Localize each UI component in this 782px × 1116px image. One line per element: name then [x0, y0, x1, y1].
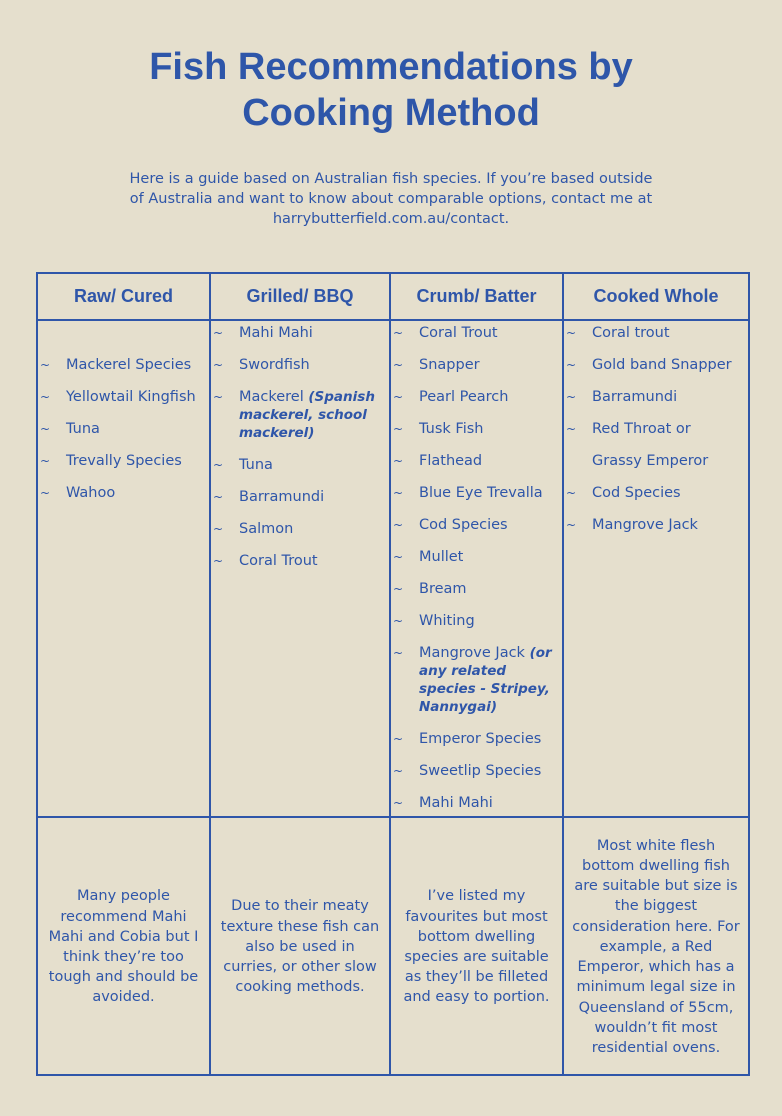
bullet-icon: ~	[566, 518, 577, 532]
list-item	[211, 356, 389, 374]
bullet-icon: ~	[40, 454, 51, 468]
list-item	[211, 520, 389, 538]
bullet-icon: ~	[40, 358, 51, 372]
list-item	[38, 356, 209, 374]
bullet-icon: ~	[213, 326, 224, 340]
fish-name: Tuna	[239, 457, 273, 473]
fish-list	[391, 324, 562, 826]
intro-line-1: Here is a guide based on Australian fish species. If you’re based outside	[129, 171, 653, 187]
list-item	[211, 456, 389, 474]
column-note: I’ve listed my favourites but most bottom dwelling species are suitable as they’ll be filleted and easy to portion.	[403, 888, 550, 1006]
fish-name: Barramundi	[592, 389, 678, 405]
bullet-icon: ~	[393, 550, 404, 564]
fish-name: Pearl Pearch	[419, 389, 509, 405]
bullet-icon: ~	[566, 390, 577, 404]
fish-list	[211, 324, 389, 584]
fish-name: Mahi Mahi	[239, 325, 313, 341]
fish-name: Red Throat or Grassy Emperor	[592, 421, 709, 469]
bullet-icon: ~	[213, 358, 224, 372]
bullet-icon: ~	[566, 326, 577, 340]
bullet-icon: ~	[393, 486, 404, 500]
bullet-icon: ~	[393, 764, 404, 778]
fish-name: Mackerel	[239, 389, 304, 405]
bullet-icon: ~	[393, 614, 404, 628]
bullet-icon: ~	[566, 358, 577, 372]
bullet-icon: ~	[393, 796, 404, 810]
list-item	[391, 580, 562, 598]
list-item	[391, 730, 562, 748]
list-item	[564, 516, 748, 534]
list-item	[391, 324, 562, 342]
fish-detail: (or any related species - Stripey, Nannygai)	[419, 645, 552, 715]
bullet-icon: ~	[213, 554, 224, 568]
fish-list	[564, 324, 748, 548]
list-item	[391, 484, 562, 502]
bullet-icon: ~	[393, 582, 404, 596]
bullet-icon: ~	[393, 646, 404, 660]
bullet-icon: ~	[393, 358, 404, 372]
bullet-icon: ~	[393, 422, 404, 436]
list-item	[564, 356, 748, 374]
fish-name: Mahi Mahi	[419, 795, 493, 811]
list-item	[391, 762, 562, 780]
list-item	[211, 324, 389, 342]
fish-name: Mangrove Jack	[419, 645, 525, 661]
list-item	[564, 388, 748, 406]
column-note: Due to their meaty texture these fish can also be used in curries, or other slow cooking methods.	[220, 898, 380, 996]
bullet-icon: ~	[393, 454, 404, 468]
fish-name: Swordfish	[239, 357, 310, 373]
bullet-icon: ~	[40, 486, 51, 500]
list-item	[211, 388, 389, 442]
list-item	[38, 484, 209, 502]
list-item	[38, 388, 209, 406]
column-note: Most white flesh bottom dwelling fish are suitable but size is the biggest consideration here. For example, a Red Emperor, which has a minimum legal size in Queensland of 55cm, wouldn’t fit most residential ovens.	[572, 837, 740, 1056]
column-heading: Crumb/ Batter	[416, 286, 537, 306]
fish-detail: (Spanish mackerel, school mackerel)	[239, 389, 375, 441]
bullet-icon: ~	[393, 390, 404, 404]
fish-name: Wahoo	[66, 485, 116, 501]
column-raw-cured	[38, 274, 209, 1074]
fish-name: Whiting	[419, 613, 475, 629]
fish-name: Cod Species	[592, 485, 681, 501]
fish-name: Coral Trout	[239, 553, 318, 569]
list-item	[564, 484, 748, 502]
page-title	[0, 44, 782, 136]
bullet-icon: ~	[393, 732, 404, 746]
fish-name: Blue Eye Trevalla	[419, 485, 543, 501]
list-item	[391, 452, 562, 470]
list-item	[38, 420, 209, 438]
list-item	[564, 413, 748, 477]
column-grilled-bbq	[211, 274, 389, 1074]
fish-name: Tusk Fish	[419, 421, 484, 437]
fish-name: Sweetlip Species	[419, 763, 542, 779]
list-item	[211, 488, 389, 506]
bullet-icon: ~	[40, 390, 51, 404]
bullet-icon: ~	[566, 422, 577, 436]
fish-name: Mangrove Jack	[592, 517, 698, 533]
intro-line-3: harrybutterfield.com.au/contact.	[272, 211, 510, 227]
bullet-icon: ~	[213, 390, 224, 404]
column-note: Many people recommend Mahi Mahi and Cobia but I think they’re too tough and should be avoided.	[48, 888, 199, 1006]
list-item	[564, 324, 748, 342]
intro-text	[100, 169, 682, 229]
list-item	[391, 356, 562, 374]
page-title-line-2: Cooking Method	[242, 92, 540, 134]
column-crumb-batter	[391, 274, 562, 1074]
list-item	[391, 420, 562, 438]
fish-name: Yellowtail Kingfish	[66, 389, 196, 405]
list-item	[391, 548, 562, 566]
fish-name: Flathead	[419, 453, 483, 469]
fish-list	[38, 356, 209, 516]
fish-name: Mullet	[419, 549, 464, 565]
fish-name: Mackerel Species	[66, 357, 192, 373]
bullet-icon: ~	[393, 518, 404, 532]
list-item	[391, 794, 562, 812]
fish-name: Bream	[419, 581, 467, 597]
fish-name: Salmon	[239, 521, 294, 537]
column-heading: Grilled/ BBQ	[246, 286, 354, 306]
list-item	[391, 516, 562, 534]
bullet-icon: ~	[40, 422, 51, 436]
fish-name: Gold band Snapper	[592, 357, 732, 373]
fish-name: Trevally Species	[66, 453, 182, 469]
list-item	[391, 612, 562, 630]
list-item	[391, 388, 562, 406]
page-title-line-1: Fish Recommendations by	[149, 46, 633, 88]
fish-name: Snapper	[419, 357, 480, 373]
column-heading: Cooked Whole	[593, 286, 719, 306]
column-cooked-whole	[564, 274, 748, 1074]
fish-name: Tuna	[66, 421, 100, 437]
bullet-icon: ~	[566, 486, 577, 500]
bullet-icon: ~	[393, 326, 404, 340]
fish-name: Cod Species	[419, 517, 508, 533]
bullet-icon: ~	[213, 490, 224, 504]
bullet-icon: ~	[213, 522, 224, 536]
fish-name: Coral trout	[592, 325, 670, 341]
list-item	[211, 552, 389, 570]
fish-name: Barramundi	[239, 489, 325, 505]
intro-line-2: of Australia and want to know about comparable options, contact me at	[129, 191, 653, 207]
bullet-icon: ~	[213, 458, 224, 472]
fish-name: Emperor Species	[419, 731, 542, 747]
fish-table	[36, 272, 750, 1076]
list-item	[38, 452, 209, 470]
list-item	[391, 644, 562, 716]
column-heading: Raw/ Cured	[73, 286, 174, 306]
fish-name: Coral Trout	[419, 325, 498, 341]
